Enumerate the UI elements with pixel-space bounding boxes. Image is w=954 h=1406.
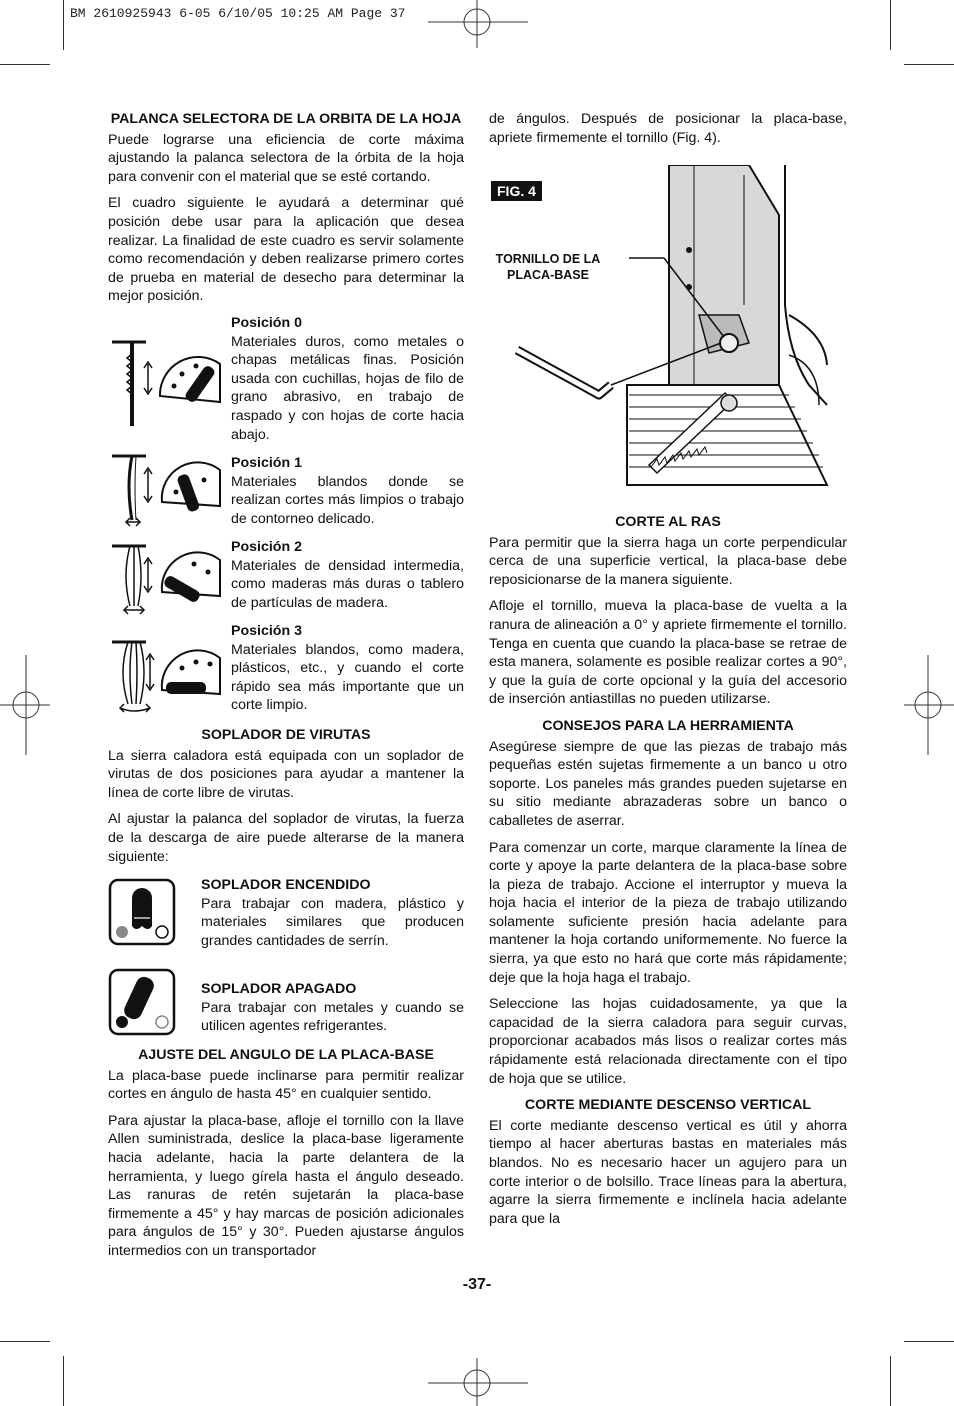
position-text: Materiales duros, como metales o chapas metálicas finas. Posición usada con cuchillas, hojas de filo de grano abrasivo, en trabajo de raspado y con hojas de corte hacia abajo. bbox=[231, 333, 464, 443]
registration-mark-icon bbox=[428, 0, 528, 50]
blower-section bbox=[108, 726, 464, 874]
crop-mark bbox=[890, 1356, 891, 1406]
plunge-heading: CORTE MEDIANTE DESCENSO VERTICAL bbox=[524, 1097, 812, 1114]
position-text: Materiales blandos, como madera, plásticos, etc., y cuando el corte rápido sea más importante que un corte limpio. bbox=[231, 641, 464, 714]
position-text: Materiales de densidad intermedia, como maderas más duras o tablero de partículas de madera. bbox=[231, 557, 464, 611]
left-column-top bbox=[108, 110, 464, 314]
continued-paragraph: de ángulos. Después de posicionar la placa-base, apriete firmemente el tornillo (Fig. 4). bbox=[489, 111, 847, 146]
crop-mark bbox=[904, 64, 954, 65]
orbit-paragraph-1: Puede lograrse una eficiencia de corte máxima ajustando la palanca selectora de la órbita de la hoja para convenir con el material que se esté cortando. bbox=[108, 131, 464, 185]
print-header: BM 2610925943 6-05 6/10/05 10:25 AM Page 37 bbox=[70, 6, 406, 21]
right-column-bottom bbox=[489, 513, 847, 1236]
angle-section bbox=[108, 1046, 464, 1269]
right-column-top bbox=[489, 110, 847, 155]
blower-off-block bbox=[201, 980, 464, 1036]
tips-heading: CONSEJOS PARA LA HERRAMIENTA bbox=[542, 717, 794, 734]
angle-paragraph-2: Para ajustar la placa-base, afloje el tornillo con la llave Allen suministrada, deslice la placa-base ligeramente hacia adelante, hacia la parte delantera de la herramienta, y luego gírela hasta el ángulo deseado. Las ranuras de retén sujetarán la placa-base firmemente a 45° y hay marcas de posición adicionales para ángulos de 15° y 30°. Pueden ajustarse ángulos intermedios con un transportador bbox=[108, 1112, 464, 1259]
crop-mark bbox=[890, 0, 891, 50]
orbit-position-3-icon bbox=[108, 638, 224, 718]
tips-paragraph-3: Seleccione las hojas cuidadosamente, ya que la capacidad de la sierra caladora para seguir curvas, proporcionar acabados más lisos o realizar cortes más rápidamente está relacionada directamente con el tipo de hoja que se utilice. bbox=[489, 996, 847, 1087]
blower-off-icon bbox=[108, 968, 176, 1036]
crop-mark bbox=[0, 1341, 50, 1342]
registration-mark-icon bbox=[428, 1356, 528, 1406]
blower-on-icon bbox=[108, 878, 176, 946]
crop-mark bbox=[63, 1356, 64, 1406]
angle-paragraph-1: La placa-base puede inclinarse para permitir realizar cortes en ángulo de hasta 45° en cualquier sentido. bbox=[108, 1067, 464, 1103]
angle-heading: AJUSTE DEL ANGULO DE LA PLACA-BASE bbox=[138, 1047, 434, 1063]
blower-heading: SOPLADOR DE VIRUTAS bbox=[201, 727, 371, 743]
crop-mark bbox=[904, 1341, 954, 1342]
registration-mark-icon bbox=[904, 655, 954, 755]
crop-mark bbox=[63, 0, 64, 50]
orbit-position-2-icon bbox=[108, 542, 224, 618]
crop-mark bbox=[0, 64, 50, 65]
position-title: Posición 1 bbox=[231, 455, 302, 471]
flush-paragraph-1: Para permitir que la sierra haga un corte perpendicular cerca de una superficie vertical, la placa-base debe reposicionarse de la manera siguiente. bbox=[489, 534, 847, 588]
blower-off-title: SOPLADOR APAGADO bbox=[201, 981, 357, 997]
flush-paragraph-2: Afloje el tornillo, mueva la placa-base de vuelta a la ranura de alineación a 0° y apriete firmemente el tornillo. Tenga en cuenta que cuando la placa-base se retrae de esta manera, solamente es posible realizar cortes a 90°, y que la guía de corte opcional y la guía del accesorio de inserción antiastillas no pueden utilizarse. bbox=[489, 598, 847, 708]
blower-on-block bbox=[201, 876, 464, 950]
position-title: Posición 0 bbox=[231, 315, 302, 331]
tips-paragraph-2: Para comenzar un corte, marque claramente la línea de corte y apoye la parte delantera de la placa-base sobre la pieza de trabajo. Accione el interruptor y mueva la hoja hacia el interior de la pieza de trabajo utilizando solamente suficiente presión hacia adelante para mantener la hoja cortando uniformemente. No fuerce la sierra, ya que esto no hará que corte más rápidamente; deje que la hoja haga el trabajo. bbox=[489, 839, 847, 986]
position-title: Posición 3 bbox=[231, 623, 302, 639]
position-3-block bbox=[231, 622, 464, 715]
callout-screw-label: TORNILLO DE LA PLACA-BASE bbox=[495, 252, 601, 282]
orbit-paragraph-2: El cuadro siguiente le ayudará a determinar qué posición debe usar para la aplicación que desea realizar. La finalidad de este cuadro es servir solamente como recomendación y deben realizarse primero cortes de prueba en material de desecho para determinar la mejor posición. bbox=[108, 195, 464, 305]
position-title: Posición 2 bbox=[231, 539, 302, 555]
blower-on-title: SOPLADOR ENCENDIDO bbox=[201, 877, 371, 893]
blower-off-text: Para trabajar con metales y cuando se utilicen agentes refrigerantes. bbox=[201, 999, 464, 1035]
blower-paragraph-1: La sierra caladora está equipada con un soplador de virutas de dos posiciones para ayudar a mantener la línea de corte libre de virutas. bbox=[108, 747, 464, 801]
orbit-position-1-icon bbox=[108, 452, 224, 528]
flush-heading: CORTE AL RAS bbox=[615, 514, 721, 530]
blower-paragraph-2: Al ajustar la palanca del soplador de virutas, la fuerza de la descarga de aire puede alterarse de la manera siguiente: bbox=[108, 811, 464, 865]
position-1-block bbox=[231, 454, 464, 528]
page-number: -37- bbox=[462, 1276, 492, 1293]
registration-mark-icon bbox=[0, 655, 50, 755]
tips-paragraph-1: Asegúrese siempre de que las piezas de trabajo más pequeñas estén sujetas firmemente a un banco u otro soporte. Los paneles más grandes pueden sujetarse en su sitio mediante abrazaderas sobre un banco o caballetes de aserrar. bbox=[489, 738, 847, 829]
figure-label: FIG. 4 bbox=[491, 181, 542, 201]
position-2-block bbox=[231, 538, 464, 612]
position-text: Materiales blandos donde se realizan cortes más limpios o trabajo de contorneo delicado. bbox=[231, 473, 464, 527]
position-0-block bbox=[231, 314, 464, 444]
blower-on-text: Para trabajar con madera, plástico y materiales similares que producen grandes cantidades de serrín. bbox=[201, 895, 464, 949]
orbit-heading: PALANCA SELECTORA DE LA ORBITA DE LA HOJA bbox=[110, 111, 462, 127]
orbit-position-0-icon bbox=[108, 334, 224, 434]
plunge-paragraph-1: El corte mediante descenso vertical es útil y ahorra tiempo al hacer aberturas bastas en materiales más blandos. No es necesario hacer un agujero para un corte interior o de bolsillo. Trace líneas para la abertura, agarre la sierra firmemente e inclínela hacia adelante para que la bbox=[489, 1117, 847, 1227]
figure-4-illustration bbox=[489, 165, 829, 490]
